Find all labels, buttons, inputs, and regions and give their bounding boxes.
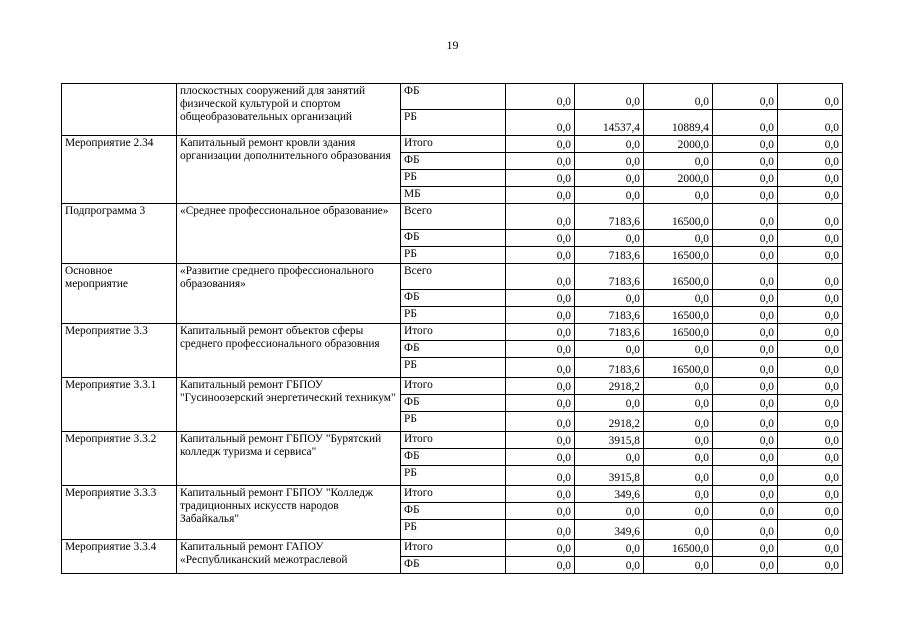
value-cell: 0,0 — [778, 153, 843, 170]
value-cell: 0,0 — [778, 432, 843, 449]
value-cell: 0,0 — [713, 136, 778, 153]
table-row — [62, 136, 843, 153]
value-cell: 0,0 — [506, 324, 575, 341]
value-cell: 0,0 — [506, 170, 575, 187]
measure-name-cell — [62, 84, 177, 136]
value-cell: 0,0 — [644, 187, 713, 204]
value-cell: 7183,6 — [575, 247, 644, 264]
value-cell: 0,0 — [713, 432, 778, 449]
value-cell: 7183,6 — [575, 324, 644, 341]
value-cell: 0,0 — [778, 307, 843, 324]
measure-description-cell: «Среднее профессиональное образование» — [177, 204, 401, 264]
value-cell: 0,0 — [575, 449, 644, 466]
value-cell: 16500,0 — [644, 358, 713, 378]
funding-source-cell: Итого — [401, 432, 506, 449]
value-cell: 0,0 — [575, 170, 644, 187]
value-cell: 0,0 — [644, 412, 713, 432]
value-cell: 0,0 — [506, 449, 575, 466]
funding-source-cell: РБ — [401, 170, 506, 187]
value-cell: 0,0 — [778, 84, 843, 110]
value-cell: 0,0 — [778, 378, 843, 395]
value-cell: 0,0 — [644, 395, 713, 412]
funding-source-cell: РБ — [401, 412, 506, 432]
funding-source-cell: ФБ — [401, 230, 506, 247]
value-cell: 0,0 — [506, 378, 575, 395]
value-cell: 0,0 — [506, 187, 575, 204]
value-cell: 0,0 — [575, 503, 644, 520]
funding-source-cell: Итого — [401, 324, 506, 341]
value-cell: 0,0 — [713, 540, 778, 557]
value-cell: 0,0 — [644, 557, 713, 574]
measure-description-cell: «Развитие среднего профессионального образования» — [177, 264, 401, 324]
value-cell: 0,0 — [778, 264, 843, 290]
measure-name-cell: Мероприятие 3.3 — [62, 324, 177, 378]
measure-description-cell: Капитальный ремонт объектов сферы среднего профессионального образовния — [177, 324, 401, 378]
value-cell: 0,0 — [778, 341, 843, 358]
value-cell: 0,0 — [713, 247, 778, 264]
table-row — [62, 324, 843, 341]
funding-source-cell: РБ — [401, 307, 506, 324]
value-cell: 3915,8 — [575, 466, 644, 486]
value-cell: 7183,6 — [575, 307, 644, 324]
value-cell: 0,0 — [506, 466, 575, 486]
value-cell: 0,0 — [713, 503, 778, 520]
value-cell: 0,0 — [506, 264, 575, 290]
value-cell: 0,0 — [778, 324, 843, 341]
value-cell: 16500,0 — [644, 264, 713, 290]
value-cell: 0,0 — [575, 187, 644, 204]
value-cell: 0,0 — [778, 449, 843, 466]
value-cell: 0,0 — [713, 187, 778, 204]
funding-source-cell: ФБ — [401, 503, 506, 520]
value-cell: 0,0 — [713, 170, 778, 187]
value-cell: 0,0 — [644, 432, 713, 449]
value-cell: 0,0 — [778, 110, 843, 136]
measure-description-cell: Капитальный ремонт кровли здания организации дополнительного образования — [177, 136, 401, 204]
value-cell: 0,0 — [713, 324, 778, 341]
measure-description-cell: Капитальный ремонт ГБПОУ "Гусиноозерский энергетический техникум" — [177, 378, 401, 432]
value-cell: 0,0 — [575, 290, 644, 307]
value-cell: 0,0 — [644, 503, 713, 520]
value-cell: 0,0 — [713, 449, 778, 466]
value-cell: 0,0 — [506, 520, 575, 540]
table-row — [62, 378, 843, 395]
value-cell: 0,0 — [644, 153, 713, 170]
value-cell: 0,0 — [713, 557, 778, 574]
funding-source-cell: Всего — [401, 204, 506, 230]
value-cell: 0,0 — [778, 290, 843, 307]
funding-source-cell: ФБ — [401, 290, 506, 307]
value-cell: 16500,0 — [644, 307, 713, 324]
value-cell: 349,6 — [575, 520, 644, 540]
value-cell: 2000,0 — [644, 136, 713, 153]
value-cell: 0,0 — [506, 110, 575, 136]
measure-description-cell: Капитальный ремонт ГАПОУ «Республиканский межотраслевой — [177, 540, 401, 574]
funding-source-cell: ФБ — [401, 153, 506, 170]
value-cell: 0,0 — [575, 153, 644, 170]
value-cell: 0,0 — [778, 247, 843, 264]
value-cell: 0,0 — [575, 540, 644, 557]
value-cell: 0,0 — [506, 136, 575, 153]
value-cell: 0,0 — [713, 110, 778, 136]
value-cell: 0,0 — [644, 449, 713, 466]
value-cell: 0,0 — [644, 230, 713, 247]
funding-source-cell: Итого — [401, 378, 506, 395]
value-cell: 2918,2 — [575, 412, 644, 432]
value-cell: 0,0 — [506, 432, 575, 449]
value-cell: 0,0 — [713, 264, 778, 290]
measure-name-cell: Мероприятие 3.3.4 — [62, 540, 177, 574]
measure-name-cell: Мероприятие 3.3.1 — [62, 378, 177, 432]
value-cell: 0,0 — [506, 540, 575, 557]
funding-source-cell: Итого — [401, 136, 506, 153]
measure-name-cell: Мероприятие 2.34 — [62, 136, 177, 204]
table-row — [62, 204, 843, 230]
measure-description-cell: плоскостных сооружений для занятий физической культурой и спортом общеобразовательных организаций — [177, 84, 401, 136]
value-cell: 0,0 — [778, 395, 843, 412]
value-cell: 0,0 — [575, 230, 644, 247]
value-cell: 3915,8 — [575, 432, 644, 449]
value-cell: 349,6 — [575, 486, 644, 503]
value-cell: 0,0 — [506, 557, 575, 574]
value-cell: 0,0 — [506, 290, 575, 307]
value-cell: 0,0 — [778, 412, 843, 432]
value-cell: 0,0 — [506, 358, 575, 378]
value-cell: 0,0 — [778, 540, 843, 557]
funding-source-cell: РБ — [401, 466, 506, 486]
value-cell: 2918,2 — [575, 378, 644, 395]
funding-source-cell: ФБ — [401, 84, 506, 110]
value-cell: 0,0 — [575, 557, 644, 574]
value-cell: 0,0 — [644, 341, 713, 358]
value-cell: 0,0 — [713, 412, 778, 432]
value-cell: 16500,0 — [644, 247, 713, 264]
value-cell: 0,0 — [644, 486, 713, 503]
value-cell: 7183,6 — [575, 264, 644, 290]
value-cell: 0,0 — [778, 204, 843, 230]
value-cell: 0,0 — [506, 204, 575, 230]
value-cell: 2000,0 — [644, 170, 713, 187]
funding-source-cell: ФБ — [401, 341, 506, 358]
value-cell: 0,0 — [506, 503, 575, 520]
funding-source-cell: ФБ — [401, 557, 506, 574]
value-cell: 0,0 — [713, 378, 778, 395]
funding-source-cell: РБ — [401, 247, 506, 264]
value-cell: 0,0 — [778, 136, 843, 153]
value-cell: 7183,6 — [575, 204, 644, 230]
table-row — [62, 540, 843, 557]
value-cell: 0,0 — [713, 358, 778, 378]
value-cell: 0,0 — [575, 84, 644, 110]
value-cell: 10889,4 — [644, 110, 713, 136]
value-cell: 0,0 — [506, 153, 575, 170]
value-cell: 0,0 — [778, 187, 843, 204]
value-cell: 0,0 — [778, 520, 843, 540]
measure-description-cell: Капитальный ремонт ГБПОУ "Бурятский колледж туризма и сервиса" — [177, 432, 401, 486]
table-row — [62, 486, 843, 503]
value-cell: 0,0 — [778, 486, 843, 503]
funding-source-cell: РБ — [401, 520, 506, 540]
value-cell: 0,0 — [713, 520, 778, 540]
value-cell: 0,0 — [506, 247, 575, 264]
value-cell: 0,0 — [778, 466, 843, 486]
funding-source-cell: РБ — [401, 358, 506, 378]
value-cell: 14537,4 — [575, 110, 644, 136]
value-cell: 0,0 — [778, 557, 843, 574]
value-cell: 0,0 — [506, 412, 575, 432]
value-cell: 0,0 — [713, 307, 778, 324]
value-cell: 0,0 — [713, 341, 778, 358]
value-cell: 0,0 — [575, 136, 644, 153]
value-cell: 0,0 — [713, 395, 778, 412]
measure-name-cell: Подпрограмма 3 — [62, 204, 177, 264]
table-row — [62, 264, 843, 290]
funding-source-cell: ФБ — [401, 395, 506, 412]
value-cell: 0,0 — [778, 503, 843, 520]
value-cell: 0,0 — [644, 290, 713, 307]
budget-table — [61, 83, 843, 574]
value-cell: 0,0 — [506, 84, 575, 110]
value-cell: 0,0 — [713, 486, 778, 503]
value-cell: 0,0 — [644, 84, 713, 110]
page-number: 19 — [446, 38, 459, 52]
value-cell: 0,0 — [644, 520, 713, 540]
value-cell: 0,0 — [713, 466, 778, 486]
value-cell: 0,0 — [644, 378, 713, 395]
value-cell: 0,0 — [778, 358, 843, 378]
value-cell: 0,0 — [713, 204, 778, 230]
value-cell: 0,0 — [506, 395, 575, 412]
funding-source-cell: МБ — [401, 187, 506, 204]
value-cell: 16500,0 — [644, 204, 713, 230]
measure-name-cell: Мероприятие 3.3.3 — [62, 486, 177, 540]
measure-name-cell: Основное мероприятие — [62, 264, 177, 324]
table-row — [62, 84, 843, 110]
value-cell: 16500,0 — [644, 540, 713, 557]
value-cell: 0,0 — [713, 230, 778, 247]
value-cell: 0,0 — [575, 395, 644, 412]
value-cell: 0,0 — [713, 153, 778, 170]
value-cell: 0,0 — [778, 170, 843, 187]
value-cell: 0,0 — [506, 230, 575, 247]
funding-source-cell: Итого — [401, 540, 506, 557]
value-cell: 0,0 — [713, 84, 778, 110]
measure-name-cell: Мероприятие 3.3.2 — [62, 432, 177, 486]
value-cell: 7183,6 — [575, 358, 644, 378]
value-cell: 0,0 — [506, 307, 575, 324]
value-cell: 0,0 — [575, 341, 644, 358]
value-cell: 0,0 — [506, 341, 575, 358]
funding-source-cell: РБ — [401, 110, 506, 136]
value-cell: 0,0 — [506, 486, 575, 503]
value-cell: 0,0 — [644, 466, 713, 486]
funding-source-cell: Итого — [401, 486, 506, 503]
measure-description-cell: Капитальный ремонт ГБПОУ "Колледж традиционных искусств народов Забайкалья" — [177, 486, 401, 540]
value-cell: 0,0 — [778, 230, 843, 247]
funding-source-cell: Всего — [401, 264, 506, 290]
value-cell: 16500,0 — [644, 324, 713, 341]
table-row — [62, 432, 843, 449]
value-cell: 0,0 — [713, 290, 778, 307]
funding-source-cell: ФБ — [401, 449, 506, 466]
